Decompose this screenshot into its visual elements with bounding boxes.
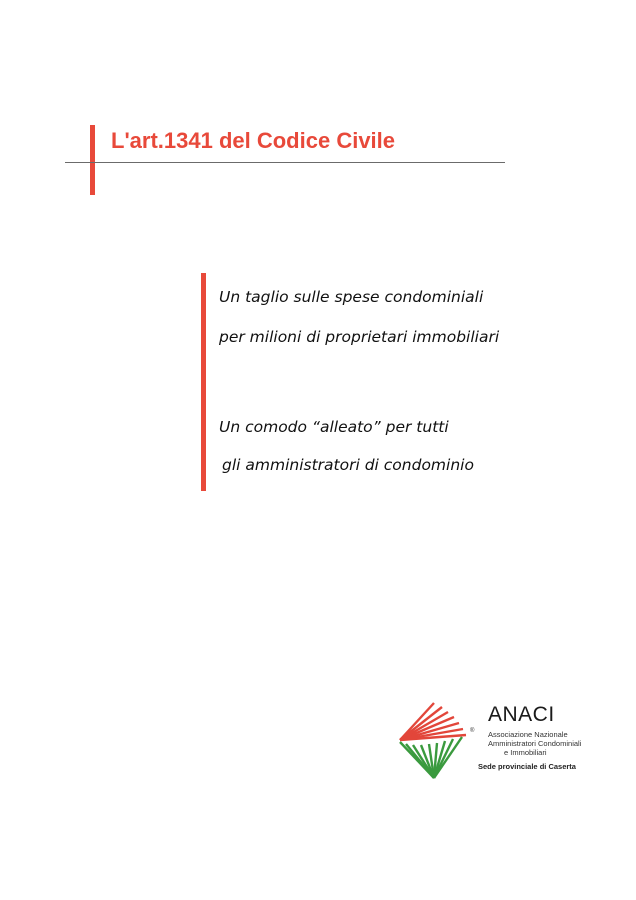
anaci-logo-mark-icon	[392, 700, 475, 780]
title-accent-bar	[90, 125, 95, 195]
title-divider	[65, 162, 505, 163]
document-title: L'art.1341 del Codice Civile	[111, 128, 396, 153]
logo-green-rays	[400, 737, 462, 778]
tagline-line-2: per milioni di proprietari immobiliari	[219, 328, 500, 346]
registered-mark: ®	[470, 728, 475, 734]
logo-brand-name: ANACI	[488, 703, 555, 726]
association-line-2: Amministratori Condominiali	[488, 739, 582, 748]
anaci-logo	[392, 700, 592, 780]
tagline-line-1: Un taglio sulle spese condominiali	[219, 288, 484, 306]
tagline-accent-bar	[201, 273, 206, 491]
logo-association-name	[488, 730, 581, 757]
association-line-1: Associazione Nazionale	[488, 730, 568, 739]
tagline-line-3: Un comodo “alleato” per tutti	[219, 418, 449, 436]
tagline-line-4: gli amministratori di condominio	[222, 456, 474, 474]
logo-office-label: Sede provinciale di Caserta	[478, 762, 576, 771]
association-line-3: e Immobiliari	[504, 748, 547, 757]
logo-red-rays	[400, 703, 466, 740]
